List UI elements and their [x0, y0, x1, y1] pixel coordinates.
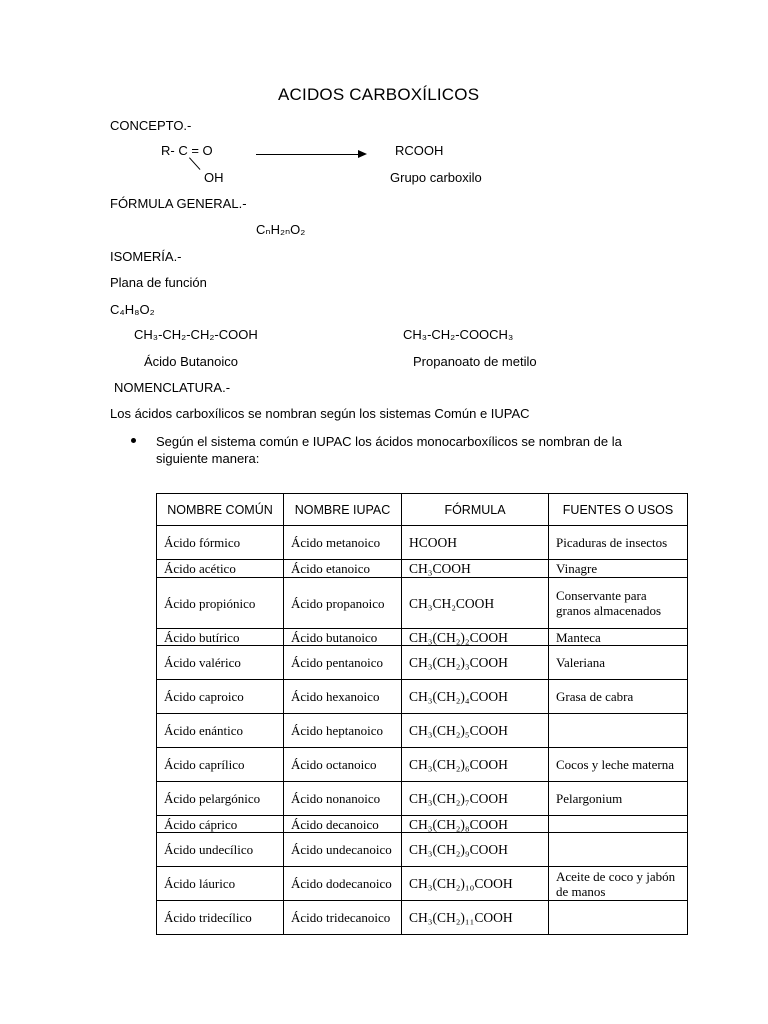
iupac-name-cell: Ácido hexanoico — [284, 680, 402, 714]
carboxylic-acids-table — [156, 493, 688, 935]
bullet-icon — [131, 438, 136, 443]
iupac-name-cell: Ácido dodecanoico — [284, 867, 402, 901]
common-name-cell: Ácido undecílico — [157, 833, 284, 867]
product-label: Grupo carboxilo — [390, 170, 482, 185]
sources-uses-cell: Picaduras de insectos — [549, 526, 688, 560]
iupac-name-cell: Ácido etanoico — [284, 560, 402, 578]
isomer1-formula: CH₃-CH₂-CH₂-COOH — [134, 327, 258, 342]
formula-cell: HCOOH — [402, 526, 549, 560]
common-name-cell: Ácido butírico — [157, 629, 284, 646]
sources-uses-cell: Vinagre — [549, 560, 688, 578]
formula-cell: CH₃(CH₂)₁₀COOH — [402, 867, 549, 901]
sources-uses-cell: Grasa de cabra — [549, 680, 688, 714]
sources-uses-cell — [549, 833, 688, 867]
concept-heading: CONCEPTO.- — [110, 118, 192, 133]
reaction-arrow-line — [256, 154, 360, 155]
table-header-row — [157, 494, 688, 526]
molecular-formula: C₄H₈O₂ — [110, 302, 155, 317]
table-row — [157, 901, 688, 935]
hydroxyl-label: OH — [204, 170, 224, 185]
formula-cell: CH₃(CH₂)₂COOH — [402, 629, 549, 646]
common-name-cell: Ácido enántico — [157, 714, 284, 748]
isomer2-name: Propanoato de metilo — [413, 354, 537, 369]
formula-cell: CH₃CH₂COOH — [402, 578, 549, 629]
nomenclature-bullet-text: Según el sistema común e IUPAC los ácidos monocarboxílicos se nombran de la siguiente manera: — [156, 434, 622, 466]
iupac-name-cell: Ácido metanoico — [284, 526, 402, 560]
formula-cell: CH₃COOH — [402, 560, 549, 578]
table-row — [157, 714, 688, 748]
formula-cell: CH₃(CH₂)₈COOH — [402, 816, 549, 833]
formula-cell: CH₃(CH₂)₅COOH — [402, 714, 549, 748]
iupac-name-cell: Ácido undecanoico — [284, 833, 402, 867]
iupac-name-cell: Ácido decanoico — [284, 816, 402, 833]
header-iupac-name: NOMBRE IUPAC — [284, 494, 402, 526]
isomerism-type: Plana de función — [110, 275, 207, 290]
iupac-name-cell: Ácido heptanoico — [284, 714, 402, 748]
common-name-cell: Ácido fórmico — [157, 526, 284, 560]
formula-cell: CH₃(CH₂)₉COOH — [402, 833, 549, 867]
header-sources-uses: FUENTES O USOS — [549, 494, 688, 526]
iupac-name-cell: Ácido propanoico — [284, 578, 402, 629]
iupac-name-cell: Ácido butanoico — [284, 629, 402, 646]
sources-uses-cell: Cocos y leche materna — [549, 748, 688, 782]
formula-cell: CH₃(CH₂)₆COOH — [402, 748, 549, 782]
iupac-name-cell: Ácido octanoico — [284, 748, 402, 782]
table-row — [157, 816, 688, 833]
isomer2-formula: CH₃-CH₂-COOCH₃ — [403, 327, 514, 342]
table-row — [157, 782, 688, 816]
table-row — [157, 680, 688, 714]
common-name-cell: Ácido cáprico — [157, 816, 284, 833]
nomenclature-paragraph: Los ácidos carboxílicos se nombran según los sistemas Común e IUPAC — [110, 406, 530, 421]
nomenclature-heading: NOMENCLATURA.- — [114, 380, 231, 395]
common-name-cell: Ácido láurico — [157, 867, 284, 901]
formula-cell: CH₃(CH₂)₃COOH — [402, 646, 549, 680]
formula-cell: CH₃(CH₂)₇COOH — [402, 782, 549, 816]
common-name-cell: Ácido caprílico — [157, 748, 284, 782]
iupac-name-cell: Ácido tridecanoico — [284, 901, 402, 935]
header-common-name: NOMBRE COMÚN — [157, 494, 284, 526]
page-title: ACIDOS CARBOXÍLICOS — [278, 85, 480, 104]
common-name-cell: Ácido propiónico — [157, 578, 284, 629]
table-row — [157, 578, 688, 629]
isomerism-heading: ISOMERÍA.- — [110, 249, 182, 264]
table-row — [157, 867, 688, 901]
sources-uses-cell — [549, 816, 688, 833]
table-row — [157, 748, 688, 782]
header-formula: FÓRMULA — [402, 494, 549, 526]
formula-cell: CH₃(CH₂)₄COOH — [402, 680, 549, 714]
common-name-cell: Ácido acético — [157, 560, 284, 578]
table-row — [157, 833, 688, 867]
common-name-cell: Ácido caproico — [157, 680, 284, 714]
common-name-cell: Ácido pelargónico — [157, 782, 284, 816]
sources-uses-cell: Aceite de coco y jabón de manos — [549, 867, 688, 901]
general-formula-heading: FÓRMULA GENERAL.- — [110, 196, 247, 211]
sources-uses-cell — [549, 714, 688, 748]
bond-line — [189, 157, 200, 170]
table-row — [157, 646, 688, 680]
common-name-cell: Ácido valérico — [157, 646, 284, 680]
table-row — [157, 560, 688, 578]
sources-uses-cell: Pelargonium — [549, 782, 688, 816]
common-name-cell: Ácido tridecílico — [157, 901, 284, 935]
arrow-head-icon — [358, 150, 367, 158]
carbonyl-structure: R- C = O — [161, 143, 213, 158]
formula-cell: CH₃(CH₂)₁₁COOH — [402, 901, 549, 935]
table-row — [157, 526, 688, 560]
table-row — [157, 629, 688, 646]
table-body — [157, 526, 688, 935]
general-formula: CₙH₂ₙO₂ — [256, 222, 306, 237]
isomer1-name: Ácido Butanoico — [144, 354, 238, 369]
product-formula: RCOOH — [395, 143, 444, 158]
iupac-name-cell: Ácido nonanoico — [284, 782, 402, 816]
iupac-name-cell: Ácido pentanoico — [284, 646, 402, 680]
sources-uses-cell: Manteca — [549, 629, 688, 646]
sources-uses-cell: Conservante para granos almacenados — [549, 578, 688, 629]
sources-uses-cell — [549, 901, 688, 935]
sources-uses-cell: Valeriana — [549, 646, 688, 680]
